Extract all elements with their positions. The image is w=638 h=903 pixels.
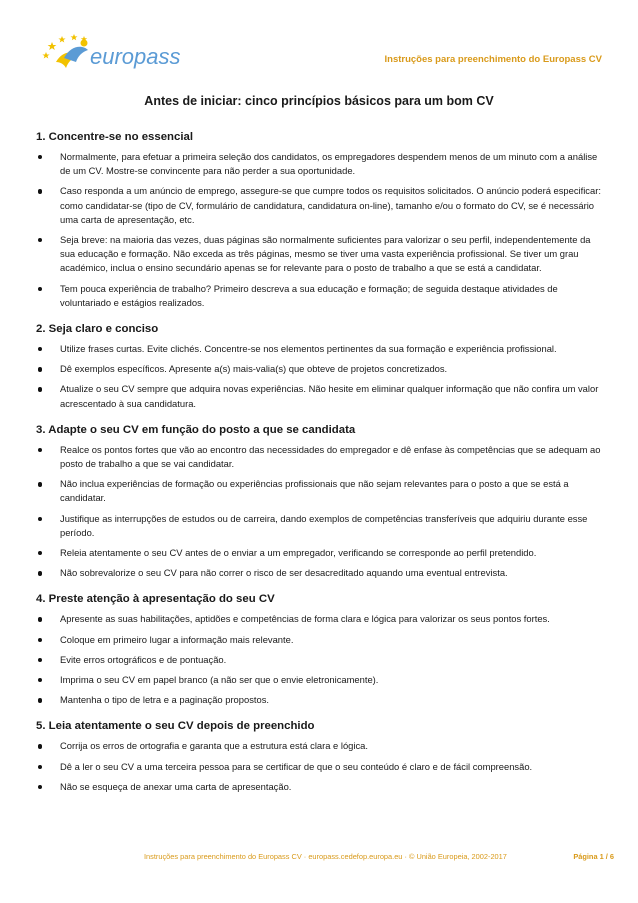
- bullet-icon: [38, 744, 42, 748]
- page-number: Página 1 / 6: [573, 852, 614, 861]
- list-item: Dê exemplos específicos. Apresente a(s) mais-valia(s) que obteve de projetos concretizados.: [36, 362, 602, 376]
- list-item: Releia atentamente o seu CV antes de o enviar a um empregador, verificando se corresponde ao perfil pretendido.: [36, 546, 602, 560]
- list-item: Dê a ler o seu CV a uma terceira pessoa para se certificar de que o seu conteúdo é claro e de fácil compreensão.: [36, 760, 602, 774]
- list-item: Seja breve: na maioria das vezes, duas páginas são normalmente suficientes para valorizar o seu perfil, independentemente da sua educação e formação. Não exceda as três páginas, mesmo se tiver uma vasta experiência profissional. Se tiver um grau académico, inclua o ensino secundário apenas se for relevante para o posto de trabalho a que se está a candidatar.: [36, 233, 602, 276]
- list-item: Realce os pontos fortes que vão ao encontro das necessidades do empregador e dê enfase às competências que se adequam ao posto de trabalho a que se vai candidatar.: [36, 443, 602, 471]
- list-item: Justifique as interrupções de estudos ou de carreira, dando exemplos de competências transferíveis que adquiriu durante esse período.: [36, 512, 602, 540]
- bullet-icon: [38, 617, 42, 621]
- list-item: Evite erros ortográficos e de pontuação.: [36, 653, 602, 667]
- bullet-icon: [38, 189, 42, 193]
- bullet-icon: [38, 698, 42, 702]
- section-3: [36, 423, 602, 581]
- list-item: Mantenha o tipo de letra e a paginação propostos.: [36, 693, 602, 707]
- list-item: Apresente as suas habilitações, aptidões e competências de forma clara e lógica para valorizar os seus pontos fortes.: [36, 612, 602, 626]
- bullet-icon: [38, 287, 42, 291]
- bullet-icon: [38, 448, 42, 452]
- bullet-list: [36, 612, 602, 707]
- list-item: Caso responda a um anúncio de emprego, assegure-se que cumpre todos os requisitos solicitados. O anúncio poderá especificar: como candidatar-se (tipo de CV, formulário de candidatura, candidatura on-line), tamanho e/ou o formato do CV, se é necessário uma carta de apresentação, etc.: [36, 184, 602, 227]
- bullet-list: [36, 739, 602, 794]
- bullet-icon: [38, 367, 42, 371]
- list-item: Corrija os erros de ortografia e garanta que a estrutura está clara e lógica.: [36, 739, 602, 753]
- europass-logo-graphic: [38, 28, 188, 80]
- document-body: [36, 130, 602, 806]
- section-2: [36, 322, 602, 411]
- list-item: Normalmente, para efetuar a primeira seleção dos candidatos, os empregadores despendem menos de um minuto com a análise de um CV. Mostre-se convincente para não perder a sua oportunidade.: [36, 150, 602, 178]
- bullet-icon: [38, 238, 42, 242]
- document-title: Antes de iniciar: cinco princípios básicos para um bom CV: [144, 94, 494, 108]
- europass-logo: [38, 28, 188, 80]
- list-item: Utilize frases curtas. Evite clichés. Concentre-se nos elementos pertinentes da sua formação e experiência profissional.: [36, 342, 602, 356]
- list-item: Não sobrevalorize o seu CV para não correr o risco de ser desacreditado aquando uma eventual entrevista.: [36, 566, 602, 580]
- section-4: [36, 592, 602, 707]
- bullet-icon: [38, 785, 42, 789]
- bullet-icon: [38, 347, 42, 351]
- section-1: [36, 130, 602, 310]
- bullet-icon: [38, 517, 42, 521]
- list-item: Tem pouca experiência de trabalho? Primeiro descreva a sua educação e formação; de seguida destaque atividades de voluntariado e estágios realizados.: [36, 282, 602, 310]
- section-heading: 3. Adapte o seu CV em função do posto a que se candidata: [36, 423, 356, 436]
- section-heading: 2. Seja claro e conciso: [36, 323, 159, 336]
- section-heading: 1. Concentre-se no essencial: [36, 131, 193, 143]
- bullet-list: [36, 342, 602, 411]
- bullet-icon: [38, 765, 42, 769]
- header-title: Instruções para preenchimento do Europass CV: [384, 54, 602, 65]
- bullet-icon: [38, 482, 42, 486]
- list-item: Atualize o seu CV sempre que adquira novas experiências. Não hesite em eliminar qualquer informação que não confira um valor acrescentado à sua candidatura.: [36, 382, 602, 410]
- bullet-icon: [38, 387, 42, 391]
- section-5: [36, 719, 602, 794]
- logo-text: europass: [90, 44, 181, 69]
- section-heading: 5. Leia atentamente o seu CV depois de preenchido: [36, 720, 315, 733]
- bullet-list: [36, 150, 602, 310]
- bullet-icon: [38, 571, 42, 575]
- bullet-icon: [38, 658, 42, 662]
- list-item: Imprima o seu CV em papel branco (a não ser que o envie eletronicamente).: [36, 673, 602, 687]
- bullet-icon: [38, 678, 42, 682]
- bullet-icon: [38, 638, 42, 642]
- bullet-icon: [38, 551, 42, 555]
- footer-text: Instruções para preenchimento do Europass CV · europass.cedefop.europa.eu · © União Europeia, 2002-2017: [144, 852, 507, 861]
- list-item: Não se esqueça de anexar uma carta de apresentação.: [36, 780, 602, 794]
- list-item: Coloque em primeiro lugar a informação mais relevante.: [36, 633, 602, 647]
- list-item: Não inclua experiências de formação ou experiências profissionais que não sejam relevantes para o posto a que se está a candidatar.: [36, 477, 602, 505]
- section-heading: 4. Preste atenção à apresentação do seu CV: [36, 593, 275, 606]
- bullet-list: [36, 443, 602, 581]
- bullet-icon: [38, 155, 42, 159]
